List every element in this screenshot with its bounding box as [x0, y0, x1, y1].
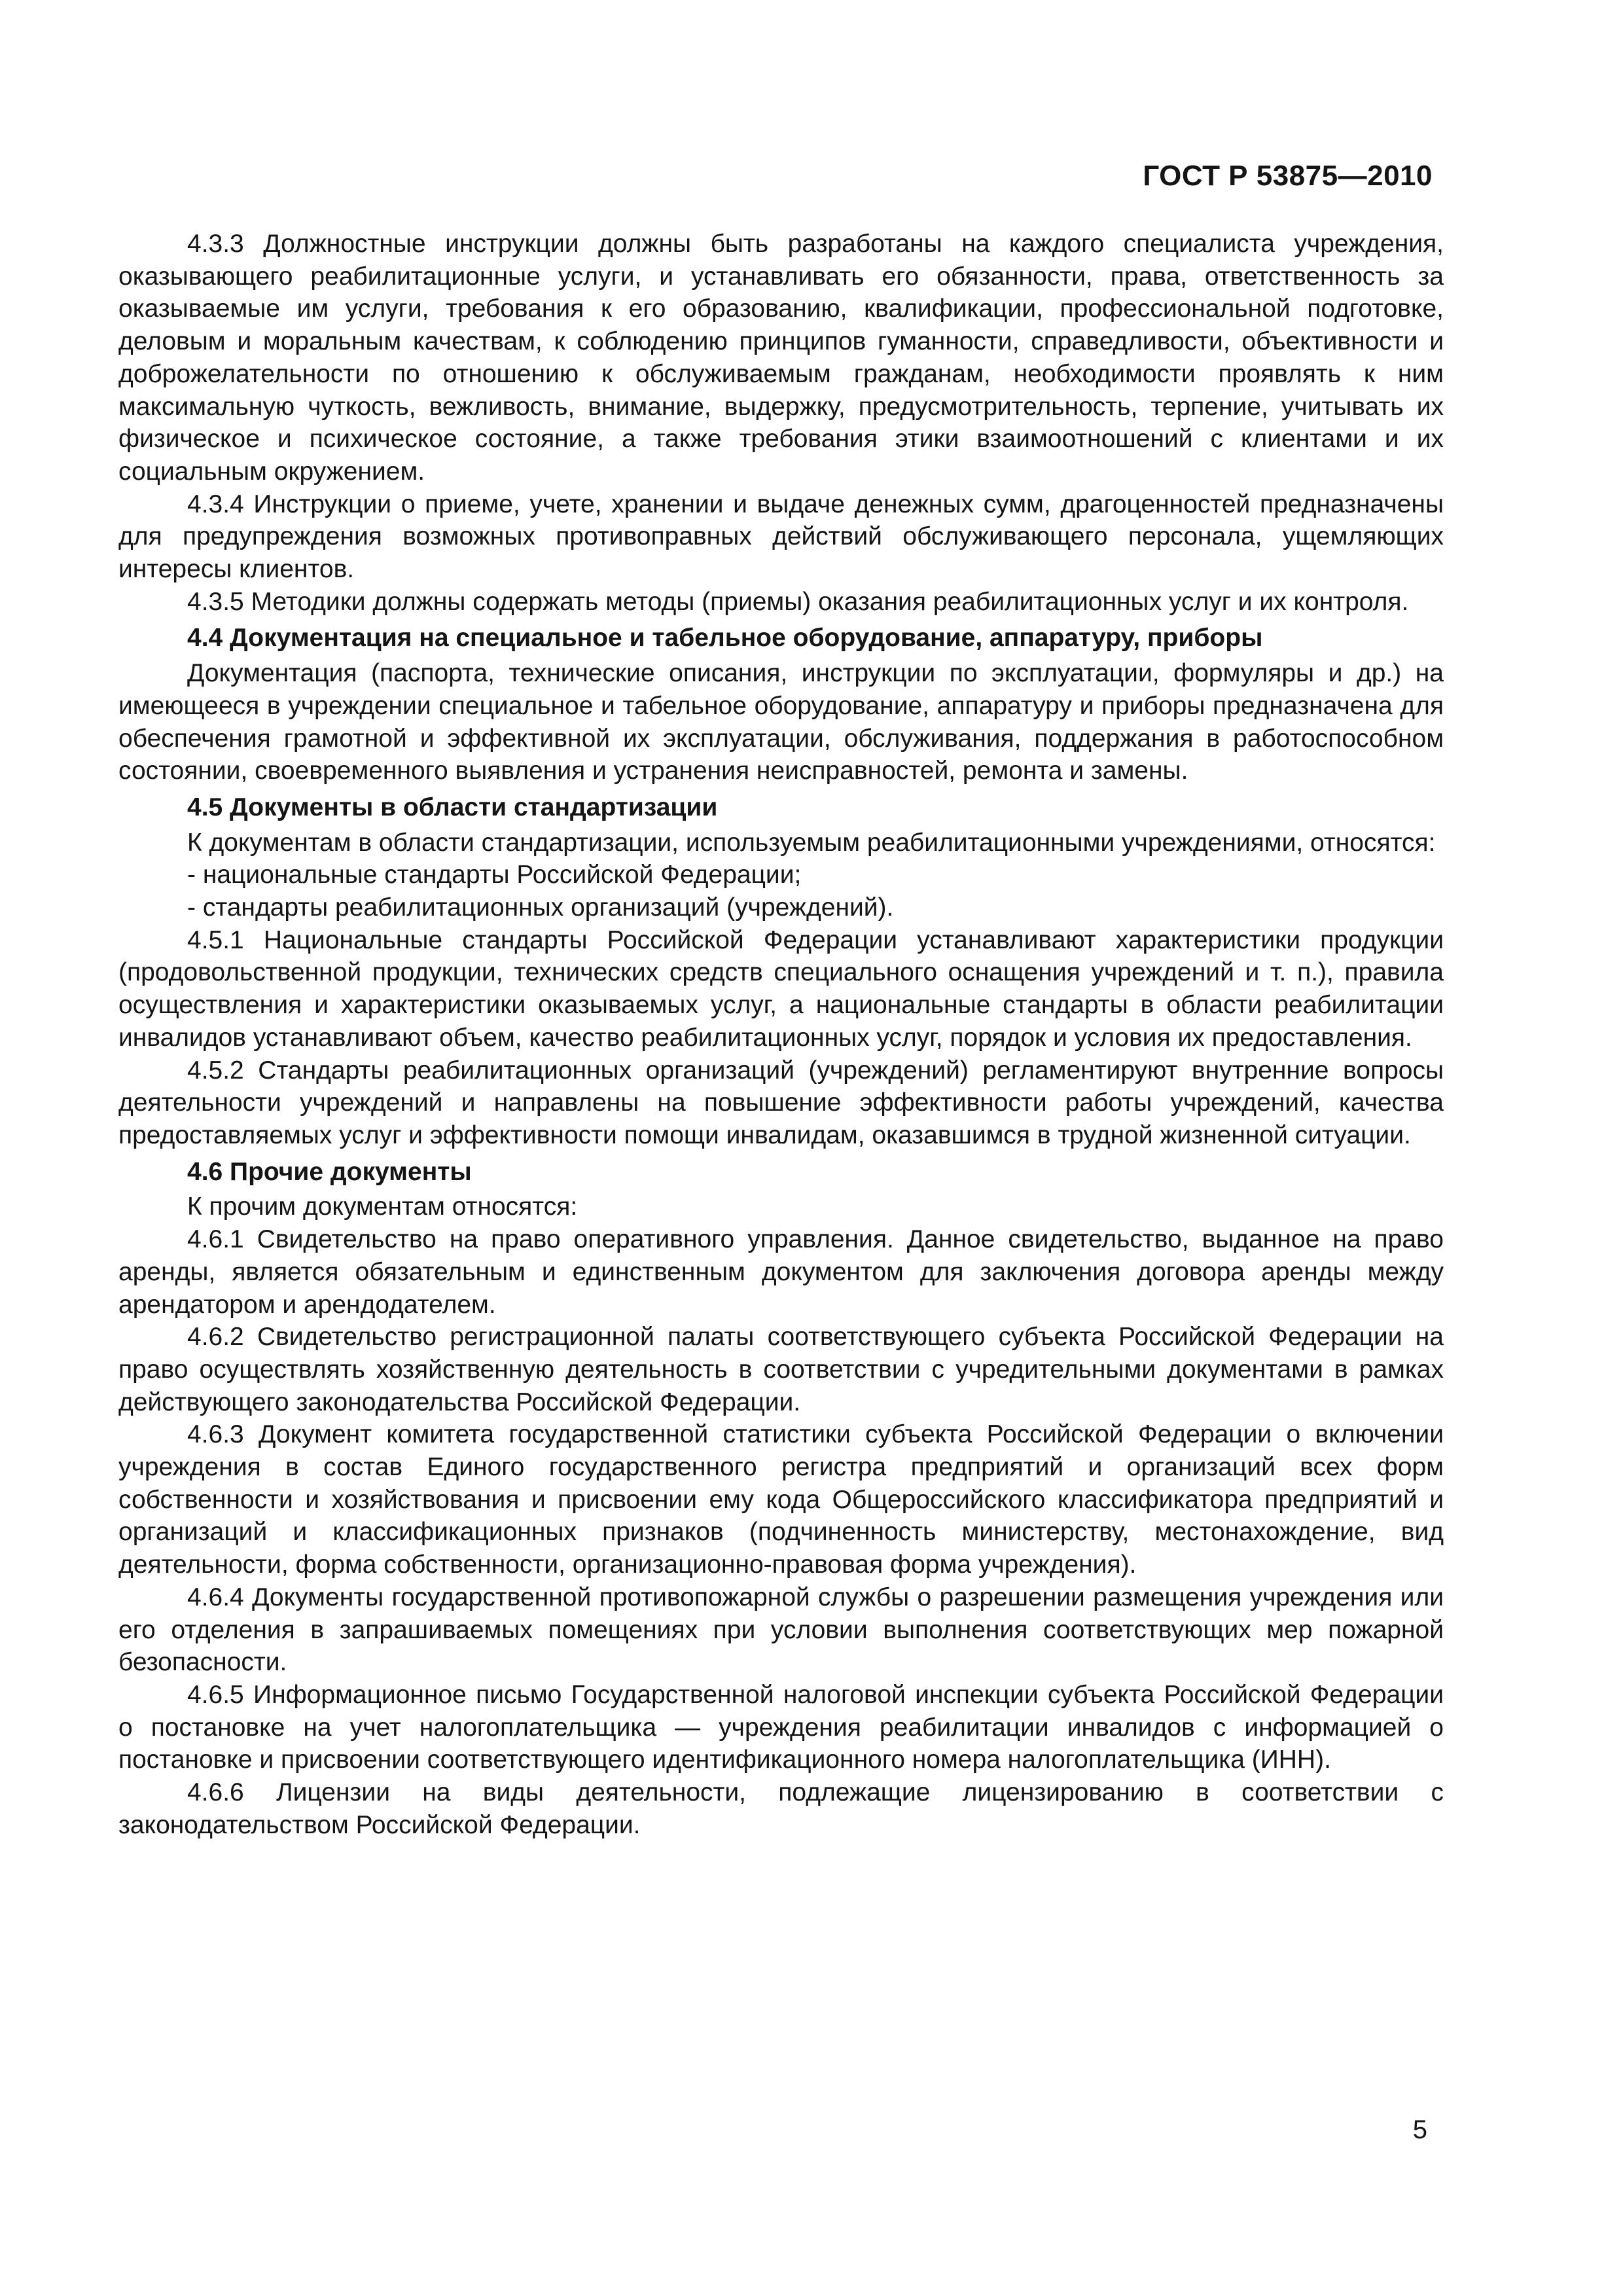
list-item-national-standards: - национальные стандарты Российской Федерации; — [187, 861, 802, 889]
paragraph-4-6-1: 4.6.1 Свидетельство на право оперативного управления. Данное свидетельство, выданное на право аренды, является обязательным и единственным документом для заключения договора аренды между арендатором и арендодателем. — [118, 1225, 1444, 1319]
paragraph-4-6-6: 4.6.6 Лицензии на виды деятельности, подлежащие лицензированию в соответствии с законодательством Российской Федерации. — [118, 1778, 1444, 1839]
list-item-organization-standards: - стандарты реабилитационных организаций (учреждений). — [187, 893, 894, 922]
paragraph-4-6-3: 4.6.3 Документ комитета государственной статистики субъекта Российской Федерации о включении учреждения в состав Единого государственного регистра предприятий и организаций всех форм собственности и хозяйствования и присвоении ему кода Общероссийского классификатора предприятий и организаций и классификационных признаков (подчиненность министерству, местонахождение, вид деятельности, форма собственности, организационно-правовая форма учреждения). — [118, 1420, 1444, 1579]
section-heading-4-5: 4.5 Документы в области стандартизации — [187, 793, 718, 821]
document-header: ГОСТ Р 53875—2010 — [1143, 160, 1433, 192]
paragraph-4-5-intro: К документам в области стандартизации, используемым реабилитационными учреждениями, относятся: — [187, 828, 1436, 857]
paragraph-4-3-4: 4.3.4 Инструкции о приеме, учете, хранении и выдаче денежных сумм, драгоценностей предназначены для предупреждения возможных противоправных действий обслуживающего персонала, ущемляющих интересы клиентов. — [118, 490, 1444, 584]
page-number: 5 — [1412, 2115, 1427, 2144]
document-body — [118, 228, 1444, 1841]
paragraph-4-6-4: 4.6.4 Документы государственной противопожарной службы о разрешении размещения учреждения или его отделения в запрашиваемых помещениях при условии выполнения соответствующих мер пожарной безопасности. — [118, 1583, 1444, 1677]
paragraph-4-6-2: 4.6.2 Свидетельство регистрационной палаты соответствующего субъекта Российской Федерации на право осуществлять хозяйственную деятельность в соответствии с учредительными документами в рамках действующего законодательства Российской Федерации. — [118, 1323, 1444, 1416]
paragraph-4-3-3: 4.3.3 Должностные инструкции должны быть разработаны на каждого специалиста учреждения, оказывающего реабилитационные услуги, и устанавливать его обязанности, права, ответственность за оказываемые им услуги, требования к его образованию, квалификации, профессиональной подготовке, деловым и моральным качествам, к соблюдению принципов гуманности, справедливости, объективности и доброжелательности по отношению к обслуживаемым гражданам, необходимости проявлять к ним максимальную чуткость, вежливость, внимание, выдержку, предусмотрительность, терпение, учитывать их физическое и психическое состояние, а также требования этики взаимоотношений с клиентами и их социальным окружением. — [118, 230, 1444, 486]
paragraph-4-5-2: 4.5.2 Стандарты реабилитационных организаций (учреждений) регламентируют внутренние вопросы деятельности учреждений и направлены на повышение эффективности работы учреждений, качества предоставляемых услуг и эффективности помощи инвалидам, оказавшимся в трудной жизненной ситуации. — [118, 1056, 1444, 1149]
section-heading-4-6: 4.6 Прочие документы — [187, 1157, 472, 1186]
paragraph-4-6-intro: К прочим документам относятся: — [187, 1193, 578, 1221]
paragraph-4-6-5: 4.6.5 Информационное письмо Государственной налоговой инспекции субъекта Российской Федерации о постановке на учет налогоплательщика — учреждения реабилитации инвалидов с информацией о постановке и присвоении соответствующего идентификационного номера налогоплательщика (ИНН). — [118, 1680, 1444, 1774]
paragraph-4-3-5: 4.3.5 Методики должны содержать методы (приемы) оказания реабилитационных услуг и их контроля. — [187, 587, 1409, 616]
paragraph-4-5-1: 4.5.1 Национальные стандарты Российской Федерации устанавливают характеристики продукции (продовольственной продукции, технических средств специального оснащения учреждений и т. п.), правила осуществления и характеристики оказываемых услуг, а национальные стандарты в области реабилитации инвалидов устанавливают объем, качество реабилитационных услуг, порядок и условия их предоставления. — [118, 925, 1444, 1052]
section-heading-4-4: 4.4 Документация на специальное и табельное оборудование, аппаратуру, приборы — [187, 624, 1263, 653]
paragraph-4-4-body: Документация (паспорта, технические описания, инструкции по эксплуатации, формуляры и др.) на имеющееся в учреждении специальное и табельное оборудование, аппаратуру и приборы предназначена для обеспечения грамотной и эффективной их эксплуатации, обслуживания, поддержания в работоспособном состоянии, своевременного выявления и устранения неисправностей, ремонта и замены. — [118, 659, 1444, 785]
